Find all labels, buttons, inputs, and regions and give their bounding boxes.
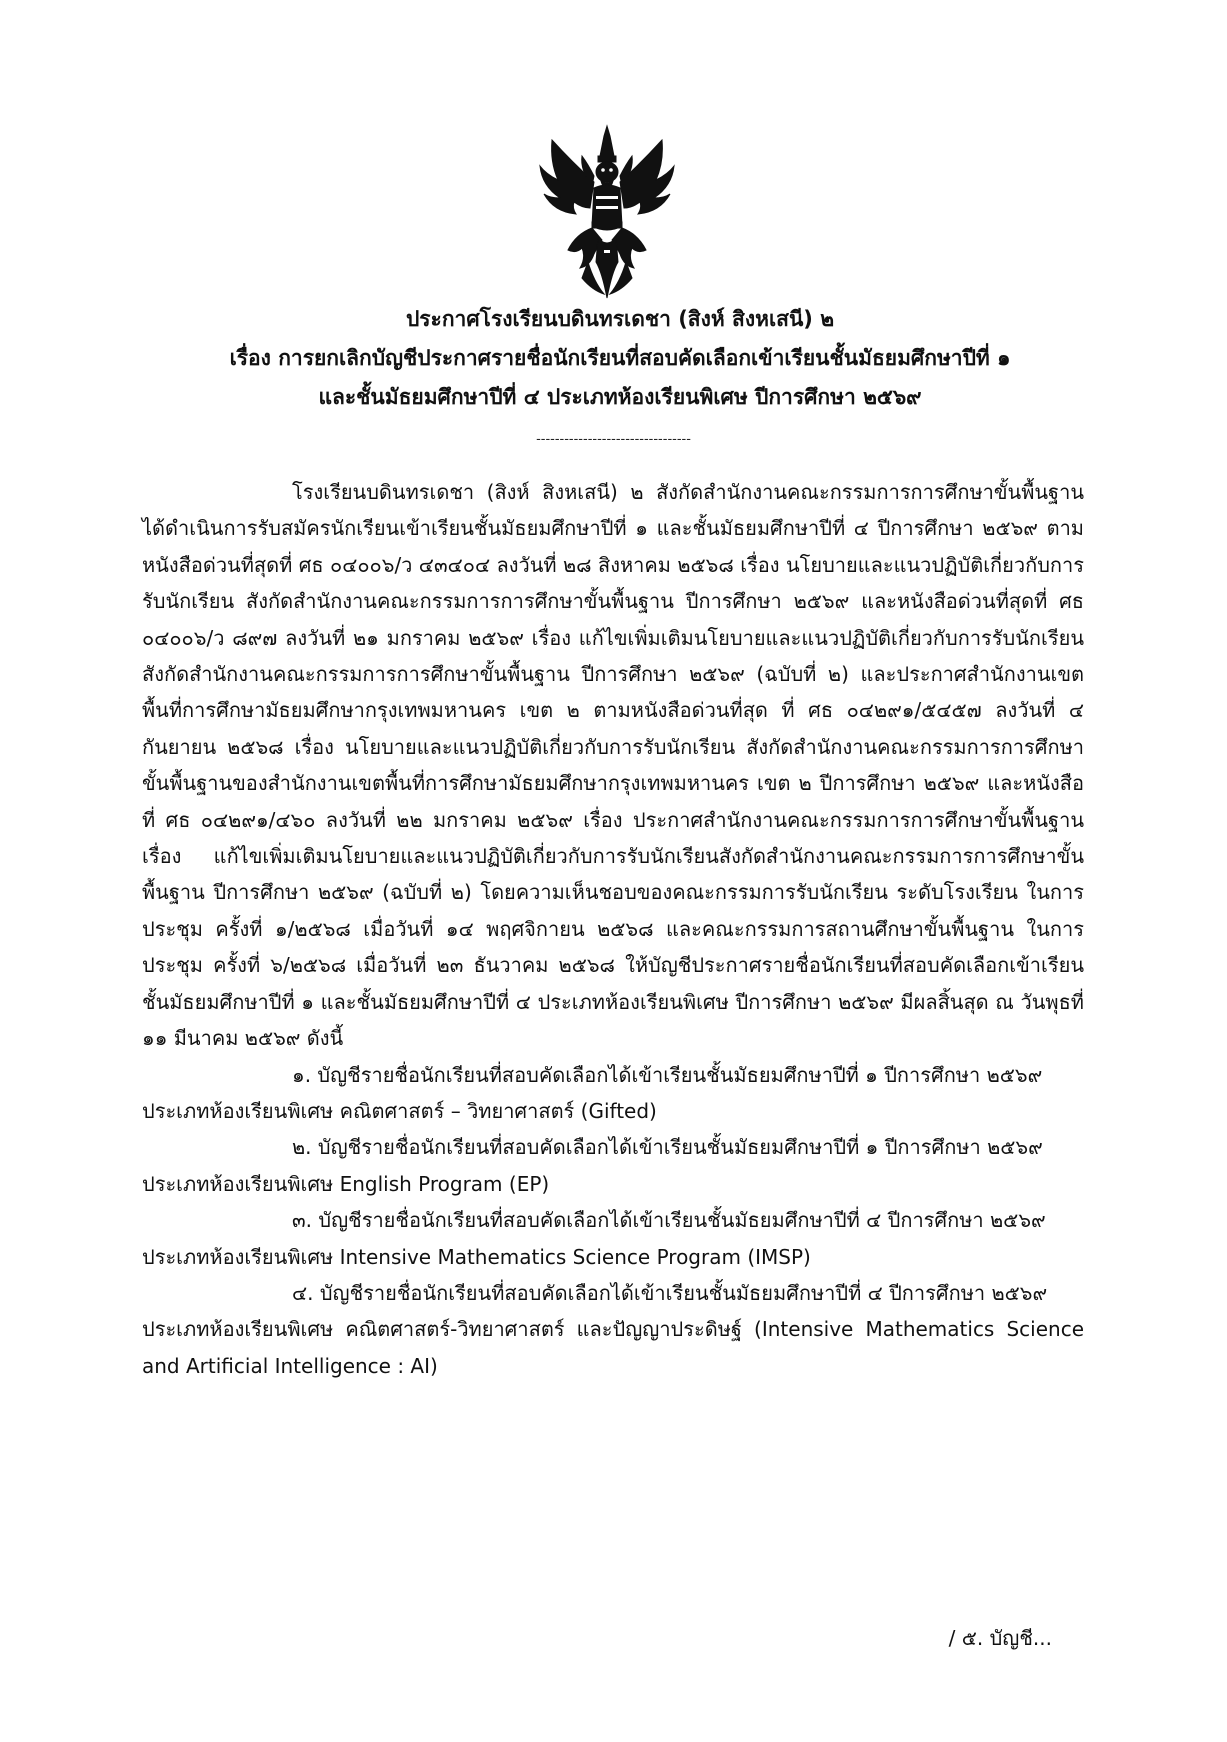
garuda-emblem-icon: [532, 122, 682, 302]
title-line-2: เรื่อง การยกเลิกบัญชีประกาศรายชื่อนักเรียนที่สอบคัดเลือกเข้าเรียนชั้นมัธยมศึกษาปีที่ ๑: [229, 346, 1011, 370]
list-item-heading: ๑. บัญชีรายชื่อนักเรียนที่สอบคัดเลือกได้เข้าเรียนชั้นมัธยมศึกษาปีที่ ๑ ปีการศึกษา ๒๕๖๙: [292, 1062, 1043, 1087]
title-divider: ---------------------------------: [536, 432, 691, 447]
list-item-heading: ๔. บัญชีรายชื่อนักเรียนที่สอบคัดเลือกได้เข้าเรียนชั้นมัธยมศึกษาปีที่ ๔ ปีการศึกษา ๒๕๖๙: [292, 1280, 1048, 1305]
title-line-3: และชั้นมัธยมศึกษาปีที่ ๔ ประเภทห้องเรียนพิเศษ ปีการศึกษา ๒๕๖๙: [318, 385, 922, 409]
list-item-heading: ๒. บัญชีรายชื่อนักเรียนที่สอบคัดเลือกได้เข้าเรียนชั้นมัธยมศึกษาปีที่ ๑ ปีการศึกษา ๒๕๖๙: [292, 1135, 1043, 1160]
title-line-1: ประกาศโรงเรียนบดินทรเดชา (สิงห์ สิงหเสนี) ๒: [405, 307, 835, 331]
document-body: [142, 474, 1084, 1384]
list-item-detail: ประเภทห้องเรียนพิเศษ คณิตศาสตร์ – วิทยาศาสตร์ (Gifted): [142, 1098, 657, 1123]
list-item: [142, 1057, 1084, 1130]
page-continuation: / ๕. บัญชี...: [948, 1626, 1052, 1650]
announcement-title: [140, 300, 1100, 417]
list-item-heading: ๓. บัญชีรายชื่อนักเรียนที่สอบคัดเลือกได้เข้าเรียนชั้นมัธยมศึกษาปีที่ ๔ ปีการศึกษา ๒๕๖๙: [292, 1208, 1046, 1233]
list-item: [142, 1129, 1084, 1202]
list-item: [142, 1275, 1084, 1384]
list-item-detail: ประเภทห้องเรียนพิเศษ Intensive Mathematics Science Program (IMSP): [142, 1244, 811, 1269]
list-item-detail: ประเภทห้องเรียนพิเศษ คณิตศาสตร์-วิทยาศาสตร์ และปัญญาประดิษฐ์ (Intensive Mathematics Science and Artificial Intelligence : AI): [142, 1317, 1084, 1378]
list-item-detail: ประเภทห้องเรียนพิเศษ English Program (EP): [142, 1171, 550, 1196]
list-item: [142, 1202, 1084, 1275]
main-paragraph: โรงเรียนบดินทรเดชา (สิงห์ สิงหเสนี) ๒ สังกัดสำนักงานคณะกรรมการการศึกษาขั้นพื้นฐาน ได้ดำเนินการรับสมัครนักเรียนเข้าเรียนชั้นมัธยมศึกษาปีที่ ๑ และชั้นมัธยมศึกษาปีที่ ๔ ปีการศึกษา ๒๕๖๙ ตามหนังสือด่วนที่สุดที่ ศธ ๐๔๐๐๖/ว ๔๓๔๐๔ ลงวันที่ ๒๘ สิงหาคม ๒๕๖๘ เรื่อง นโยบายและแนวปฏิบัติเกี่ยวกับการรับนักเรียน สังกัดสำนักงานคณะกรรมการการศึกษาขั้นพื้นฐาน ปีการศึกษา ๒๕๖๙ และหนังสือด่วนที่สุดที่ ศธ ๐๔๐๐๖/ว ๘๙๗ ลงวันที่ ๒๑ มกราคม ๒๕๖๙ เรื่อง แก้ไขเพิ่มเติมนโยบายและแนวปฏิบัติเกี่ยวกับการรับนักเรียน สังกัดสำนักงานคณะกรรมการการศึกษาขั้นพื้นฐาน ปีการศึกษา ๒๕๖๙ (ฉบับที่ ๒) และประกาศสำนักงานเขตพื้นที่การศึกษามัธยมศึกษากรุงเทพมหานคร เขต ๒ ตามหนังสือด่วนที่สุด ที่ ศธ ๐๔๒๙๑/๕๔๕๗ ลงวันที่ ๔ กันยายน ๒๕๖๘ เรื่อง นโยบายและแนวปฏิบัติเกี่ยวกับการรับนักเรียน สังกัดสำนักงานคณะกรรมการการศึกษาขั้นพื้นฐานของสำนักงานเขตพื้นที่การศึกษามัธยมศึกษากรุงเทพมหานคร เขต ๒ ปีการศึกษา ๒๕๖๙ และหนังสือที่ ศธ ๐๔๒๙๑/๔๖๐ ลงวันที่ ๒๒ มกราคม ๒๕๖๙ เรื่อง ประกาศสำนักงานคณะกรรมการการศึกษาขั้นพื้นฐาน เรื่อง แก้ไขเพิ่มเติมนโยบายและแนวปฏิบัติเกี่ยวกับการรับนักเรียนสังกัดสำนักงานคณะกรรมการการศึกษาขั้นพื้นฐาน ปีการศึกษา ๒๕๖๙ (ฉบับที่ ๒) โดยความเห็นชอบของคณะกรรมการรับนักเรียน ระดับโรงเรียน ในการประชุม ครั้งที่ ๑/๒๕๖๘ เมื่อวันที่ ๑๔ พฤศจิกายน ๒๕๖๘ และคณะกรรมการสถานศึกษาขั้นพื้นฐาน ในการประชุม ครั้งที่ ๖/๒๕๖๘ เมื่อวันที่ ๒๓ ธันวาคม ๒๕๖๘ ให้บัญชีประกาศรายชื่อนักเรียนที่สอบคัดเลือกเข้าเรียนชั้นมัธยมศึกษาปีที่ ๑ และชั้นมัธยมศึกษาปีที่ ๔ ประเภทห้องเรียนพิเศษ ปีการศึกษา ๒๕๖๙ มีผลสิ้นสุด ณ วันพุธที่ ๑๑ มีนาคม ๒๕๖๙ ดังนี้: [142, 480, 1084, 1051]
